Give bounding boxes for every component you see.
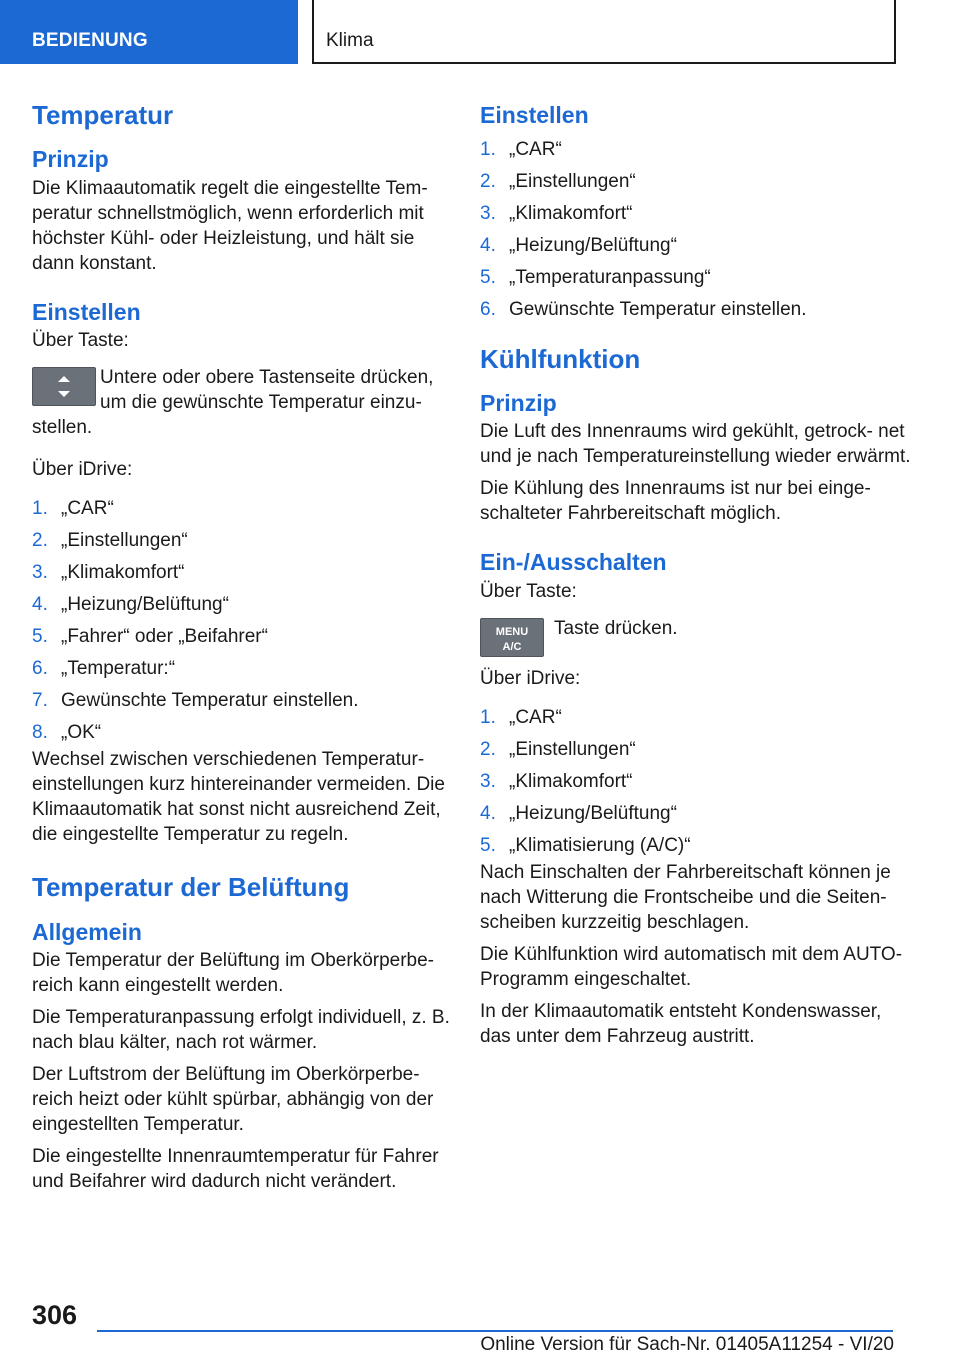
temperature-rocker-icon	[32, 367, 96, 406]
einstellen-steps-list	[480, 137, 912, 322]
list-item: 1. „CAR“	[480, 138, 562, 160]
heading-kuehlfunktion: Kühlfunktion	[480, 343, 641, 374]
taste-druecken-text: Taste drücken.	[554, 617, 678, 639]
menu-ac-button-icon	[480, 618, 544, 657]
page-number: 306	[32, 1300, 78, 1330]
ueber-taste-label-right: Über Taste:	[480, 580, 577, 602]
heading-allgemein: Allgemein	[32, 918, 142, 945]
list-item: 2. „Einstellungen“	[480, 738, 636, 760]
list-item: 4. „Heizung/Belüftung“	[480, 234, 677, 256]
list-item: 3. „Klimakomfort“	[32, 562, 185, 584]
list-item: 5. „Fahrer“ oder „Beifahrer“	[32, 626, 268, 648]
heading-einstellen-right: Einstellen	[480, 102, 589, 128]
button-label-ac: A/C	[502, 640, 522, 653]
list-item: 4. „Heizung/Belüftung“	[32, 594, 229, 616]
list-item: 6. „Temperatur:“	[32, 658, 176, 680]
taste-text: Untere oder obere Tastenseite drücken, um die gewünschte Temperatur einzu‐	[100, 367, 434, 414]
section-title: BEDIENUNG	[32, 30, 148, 51]
allgemein-text-2: Die Temperaturanpassung erfolgt individuell, z. B. nach blau kälter, nach rot wärmer.	[32, 1007, 450, 1054]
auto-programm-text: Die Kühlfunktion wird automatisch mit dem AUTO-Programm eingeschaltet.	[480, 943, 903, 990]
chapter-title: Klima	[326, 30, 374, 51]
footer-divider	[97, 1330, 893, 1332]
list-item: 3. „Klimakomfort“	[480, 202, 633, 224]
list-item: 5. „Klimatisierung (A/C)“	[480, 834, 691, 856]
heading-prinzip: Prinzip	[32, 146, 109, 173]
kuehl-prinzip-text-1: Die Luft des Innenraums wird gekühlt, getrock‐ net und je nach Temperatureinstellung wieder erwärmt.	[480, 421, 911, 468]
allgemein-text-1: Die Temperatur der Belüftung im Oberkörperbe‐ reich kann eingestellt werden.	[32, 950, 435, 997]
allgemein-text-3: Der Luftstrom der Belüftung im Oberkörperbe‐ reich heizt oder kühlt spürbar, abhängig von der eingestellten Temperatur.	[32, 1064, 434, 1136]
list-item: 2. „Einstellungen“	[480, 170, 636, 192]
nach-einschalten-text: Nach Einschalten der Fahrbereitschaft können je nach Witterung die Frontscheibe und die Seiten‐ scheiben kurzzeitig beschlagen.	[480, 861, 891, 933]
heading-temperatur: Temperatur	[32, 100, 174, 130]
left-column	[32, 100, 450, 1194]
kuehl-prinzip-text-2: Die Kühlung des Innenraums ist nur bei einge‐ schalteter Fahrbereitschaft möglich.	[480, 478, 871, 525]
heading-temperatur-belueftung: Temperatur der Belüftung	[32, 872, 350, 903]
temperature-button-row	[32, 365, 450, 415]
ueber-taste-label: Über Taste:	[32, 330, 129, 352]
heading-ein-ausschalten: Ein-/Ausschalten	[480, 549, 667, 576]
list-item: 7. Gewünschte Temperatur einstellen.	[32, 690, 359, 712]
list-item: 4. „Heizung/Belüftung“	[480, 802, 677, 824]
menu-ac-button-row	[480, 616, 912, 666]
wechsel-text: Wechsel zwischen verschiedenen Temperatur‐ einstellungen kurz hintereinander vermeiden. Die Klimaautomatik hat sonst nicht ausreichend Zeit, die eingestellte Temperatur zu regeln.	[32, 749, 445, 846]
list-item: 5. „Temperaturanpassung“	[480, 266, 711, 288]
section-tab	[0, 0, 298, 64]
prinzip-text: Die Klimaautomatik regelt die eingestellte Tem‐ peratur schnellstmöglich, wenn erforderlich mit höchster Kühl- oder Heizleistung, und hält sie dann konstant.	[32, 177, 428, 274]
right-column	[480, 100, 912, 1049]
button-label-menu: MENU	[495, 625, 529, 638]
ueber-idrive-label: Über iDrive:	[32, 459, 133, 481]
list-item: 1. „CAR“	[32, 498, 114, 520]
chapter-tab	[312, 0, 896, 64]
heading-prinzip-right: Prinzip	[480, 389, 557, 416]
footer-version-text: Online Version für Sach-Nr. 01405A11254 - VI/20	[480, 1334, 894, 1355]
list-item: 8. „OK“	[32, 722, 102, 744]
kondenswasser-text: In der Klimaautomatik entsteht Kondenswasser, das unter dem Fahrzeug austritt.	[480, 1000, 882, 1047]
list-item: 1. „CAR“	[480, 706, 562, 728]
list-item: 2. „Einstellungen“	[32, 530, 188, 552]
list-item: 3. „Klimakomfort“	[480, 770, 633, 792]
idrive-steps-list	[32, 496, 450, 745]
kuehl-idrive-steps-list	[480, 705, 912, 858]
allgemein-text-4: Die eingestellte Innenraumtemperatur für Fahrer und Beifahrer wird dadurch nicht verändert.	[32, 1146, 439, 1193]
taste-text-continued: stellen.	[32, 417, 93, 439]
list-item: 6. Gewünschte Temperatur einstellen.	[480, 298, 807, 320]
ueber-idrive-label-right: Über iDrive:	[480, 667, 581, 689]
heading-einstellen: Einstellen	[32, 298, 141, 325]
